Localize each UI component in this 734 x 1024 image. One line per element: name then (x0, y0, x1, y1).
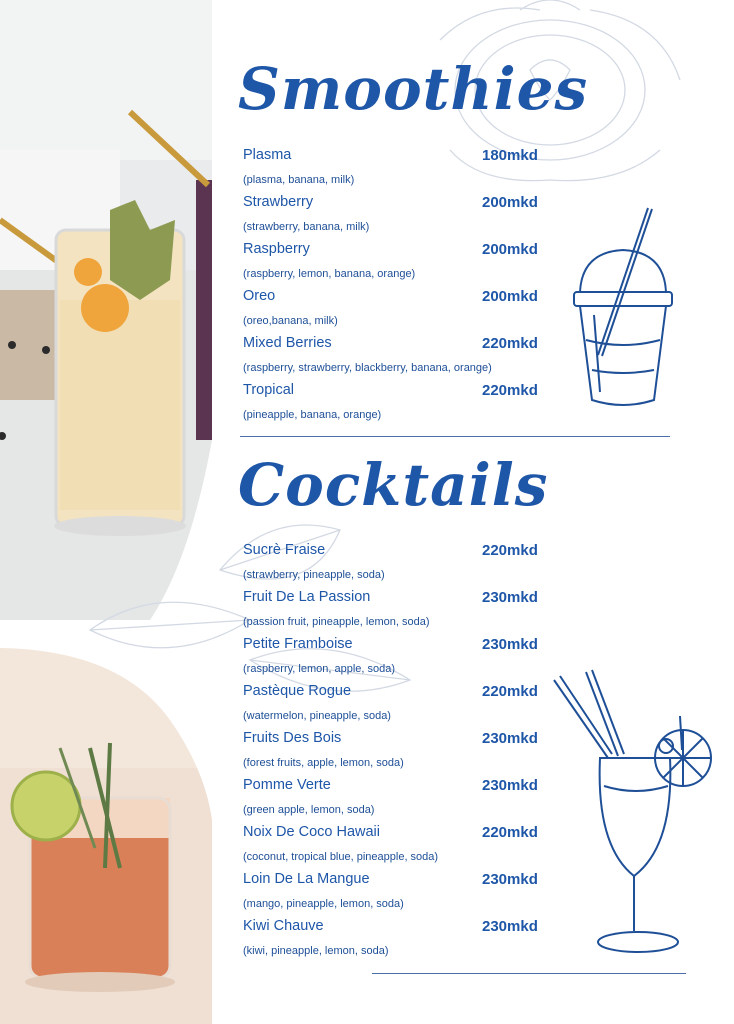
menu-item-description: (oreo,banana, milk) (243, 315, 338, 327)
menu-item-name: Tropical (243, 382, 295, 398)
section-divider (240, 436, 670, 437)
menu-item-name: Petite Framboise (243, 636, 353, 652)
menu-item-price: 230mkd (482, 918, 538, 935)
menu-item-name: Strawberry (243, 194, 314, 210)
menu-item-description: (watermelon, pineapple, soda) (243, 710, 391, 722)
menu-item-price: 200mkd (482, 288, 538, 305)
menu-item-description: (kiwi, pineapple, lemon, soda) (243, 945, 389, 957)
menu-item-description: (green apple, lemon, soda) (243, 804, 375, 816)
menu-item-name: Fruit De La Passion (243, 589, 371, 605)
menu-item-price: 220mkd (482, 382, 538, 399)
menu-item-description: (mango, pineapple, lemon, soda) (243, 898, 404, 910)
menu-item-price: 230mkd (482, 730, 538, 747)
menu-item-name: Plasma (243, 147, 292, 163)
cocktails-title: Cocktails (238, 451, 549, 519)
menu-item-name: Sucrè Fraise (243, 542, 326, 558)
menu-item-price: 200mkd (482, 241, 538, 258)
menu-item-description: (strawberry, banana, milk) (243, 221, 370, 233)
menu-item-name: Pomme Verte (243, 777, 331, 793)
smoothie-cup-icon (568, 200, 678, 415)
cocktail-glass-icon (548, 666, 718, 961)
menu-item-description: (raspberry, lemon, banana, orange) (243, 268, 416, 280)
menu-item-description: (passion fruit, pineapple, lemon, soda) (243, 616, 430, 628)
menu-item-name: Kiwi Chauve (243, 918, 324, 934)
menu-item-name: Pastèque Rogue (243, 683, 352, 699)
menu-item-description: (strawberry, pineapple, soda) (243, 569, 385, 581)
menu-item-price: 220mkd (482, 683, 538, 700)
menu-item-name: Noix De Coco Hawaii (243, 824, 380, 840)
menu-item-price: 180mkd (482, 147, 538, 164)
menu-item-description: (forest fruits, apple, lemon, soda) (243, 757, 404, 769)
menu-item-description: (plasma, banana, milk) (243, 174, 355, 186)
menu-item-price: 230mkd (482, 777, 538, 794)
menu-item-description: (raspberry, lemon, apple, soda) (243, 663, 396, 675)
menu-item-name: Mixed Berries (243, 335, 332, 351)
menu-item-description: (coconut, tropical blue, pineapple, soda) (243, 851, 439, 863)
menu-item-price: 220mkd (482, 542, 538, 559)
menu-item-name: Loin De La Mangue (243, 871, 370, 887)
menu-item-price: 230mkd (482, 589, 538, 606)
menu-item-price: 230mkd (482, 871, 538, 888)
menu-item-price: 220mkd (482, 335, 538, 352)
menu-item-description: (raspberry, strawberry, blackberry, banana, orange) (243, 362, 492, 374)
smoothies-title: Smoothies (238, 55, 589, 123)
menu-item-name: Raspberry (243, 241, 310, 257)
menu-item-name: Fruits Des Bois (243, 730, 342, 746)
menu-item-name: Oreo (243, 288, 276, 304)
menu-item-price: 230mkd (482, 636, 538, 653)
bottom-divider (372, 973, 686, 974)
menu-item-price: 200mkd (482, 194, 538, 211)
menu-item-description: (pineapple, banana, orange) (243, 409, 382, 421)
menu-item-price: 220mkd (482, 824, 538, 841)
